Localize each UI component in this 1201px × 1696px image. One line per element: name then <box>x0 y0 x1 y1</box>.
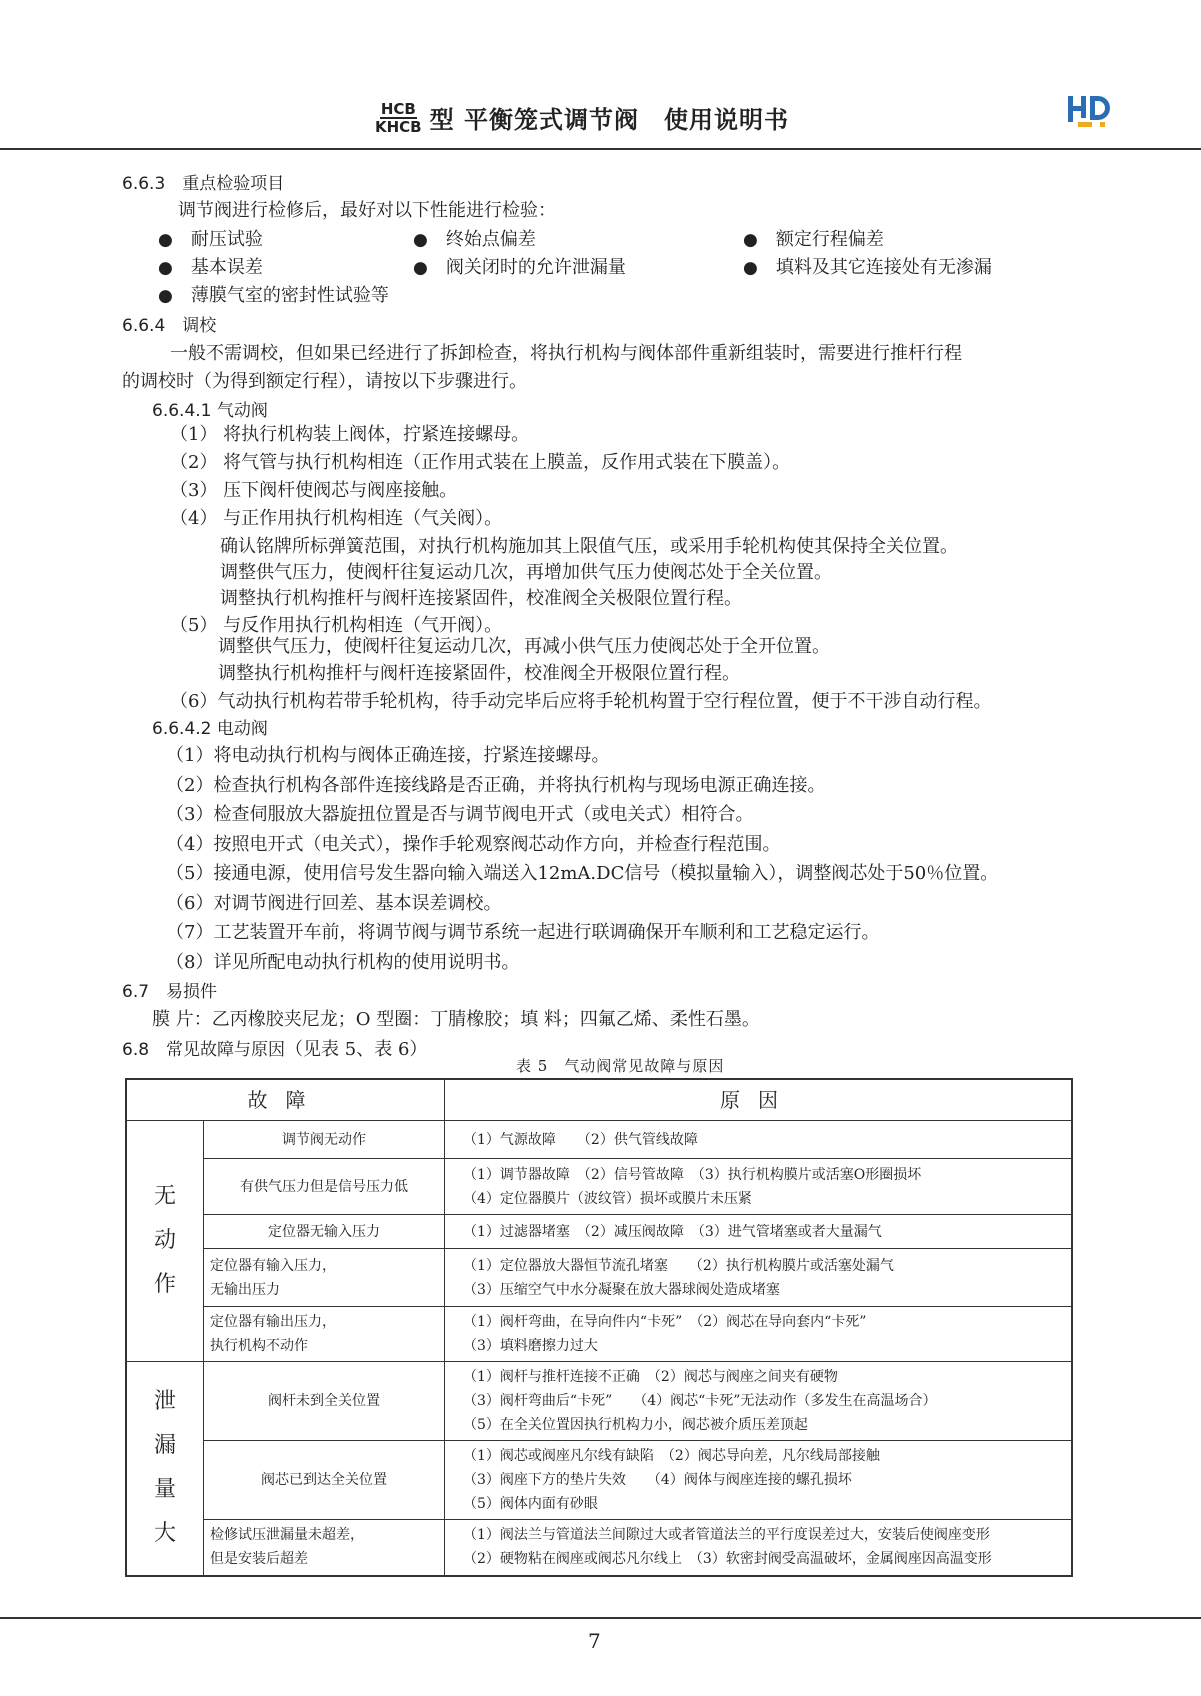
cause-text: （1）调节器故障 （2）信号管故障 （3）执行机构膜片或活塞O形圈损坏 <box>463 1166 922 1183</box>
table-row <box>126 1520 1072 1576</box>
model-code <box>375 101 422 135</box>
fault-cell <box>204 1121 445 1159</box>
step-line: （7）工艺装置开车前，将调节阀与调节系统一起进行联调确保开车顺利和工艺稳定运行。 <box>166 922 880 943</box>
step-line: （6）对调节阀进行回差、基本误差调校。 <box>166 893 502 914</box>
cause-text: （3）压缩空气中水分凝聚在放大器球阀处造成堵塞 <box>463 1281 780 1298</box>
table-caption: 表 5 气动阀常见故障与原因 <box>516 1057 725 1075</box>
section-6-8-heading <box>122 1038 427 1062</box>
step-line: （4）按照电开式（电关式），操作手轮观察阀芯动作方向，并检查行程范围。 <box>166 834 781 855</box>
step-line: 调整执行机构推杆与阀杆连接紧固件，校准阀全关极限位置行程。 <box>220 588 742 609</box>
section-6-8-note: （见表 5、表 6） <box>285 1039 428 1060</box>
cause-text: （1）定位器放大器恒节流孔堵塞 （2）执行机构膜片或活塞处漏气 <box>463 1257 894 1274</box>
cause-text: （3）阀座下方的垫片失效 （4）阀体与阀座连接的螺孔损坏 <box>463 1472 852 1488</box>
fault-text: 检修试压泄漏量未超差， <box>210 1527 364 1544</box>
cause-cell <box>445 1249 1073 1307</box>
table-row <box>126 1249 1072 1307</box>
table-header-row <box>126 1079 1072 1121</box>
cause-text: （2）硬物粘在阀座或阀芯凡尔线上 （3）软密封阀受高温破坏，金属阀座因高温变形 <box>463 1551 992 1568</box>
section-6-6-4-1-title: 6.6.4.1 气动阀 <box>152 401 268 421</box>
section-6-6-4-para: 的调校时（为得到额定行程），请按以下步骤进行。 <box>122 371 527 392</box>
step-line: （1）将电动执行机构与阀体正确连接，拧紧连接螺母。 <box>166 745 610 766</box>
page-number: 7 <box>588 1629 601 1653</box>
cause-cell <box>445 1441 1073 1520</box>
group-large-leakage: 泄 漏 量 大 <box>126 1362 204 1576</box>
section-6-6-3-intro: 调节阀进行检修后，最好对以下性能进行检验： <box>178 200 556 221</box>
section-6-6-4-2-title: 6.6.4.2 电动阀 <box>152 719 268 739</box>
cause-text: （5）在全关位置因执行机构力小，阀芯被介质压差顶起 <box>463 1417 808 1433</box>
step-line: （1） 将执行机构装上阀体，拧紧连接螺母。 <box>170 424 530 445</box>
cause-text: （5）阀体内面有砂眼 <box>463 1496 598 1512</box>
step-line: 调整供气压力，使阀杆往复运动几次，再增加供气压力使阀芯处于全关位置。 <box>220 562 832 583</box>
fault-cell <box>204 1441 445 1520</box>
fault-text: 但是安装后超差 <box>210 1551 308 1568</box>
fault-cell <box>204 1520 445 1576</box>
cause-cell <box>445 1520 1073 1576</box>
cause-cell <box>445 1121 1073 1159</box>
cause-cell <box>445 1159 1073 1215</box>
check-item: ● 薄膜气室的密封性试验等 <box>158 284 389 308</box>
fault-text: 无输出压力 <box>210 1281 280 1298</box>
section-6-6-3-title: 6.6.3 重点检验项目 <box>122 174 285 194</box>
fault-text: 阀杆未到全关位置 <box>268 1393 380 1409</box>
fault-text: 定位器无输入压力 <box>268 1223 380 1240</box>
footer-rule <box>0 1617 1201 1619</box>
cause-cell <box>445 1362 1073 1441</box>
fault-text: 阀芯已到达全关位置 <box>261 1472 387 1488</box>
table-row <box>126 1215 1072 1249</box>
check-item: ● 额定行程偏差 <box>743 228 884 252</box>
header-fault: 故障 <box>126 1079 445 1121</box>
fault-cell <box>204 1307 445 1362</box>
section-6-6-4-title: 6.6.4 调校 <box>122 316 217 336</box>
step-line: （2）检查执行机构各部件连接线路是否正确，并将执行机构与现场电源正确连接。 <box>166 775 826 796</box>
check-item: ● 基本误差 <box>158 256 263 280</box>
fault-text: 调节阀无动作 <box>282 1131 366 1148</box>
header-rule <box>0 148 1201 150</box>
table-row <box>126 1159 1072 1215</box>
section-6-8-title: 6.8 常见故障与原因 <box>122 1040 286 1060</box>
cause-text: （1）气源故障 （2）供气管线故障 <box>463 1131 698 1148</box>
fault-cell <box>204 1159 445 1215</box>
step-line: 调整供气压力，使阀杆往复运动几次，再减小供气压力使阀芯处于全开位置。 <box>218 636 830 657</box>
step-line: （5）接通电源，使用信号发生器向输入端送入12mA.DC信号（模拟量输入），调整阀芯处于50％位置。 <box>166 863 999 884</box>
fault-text: 定位器有输入压力， <box>210 1257 336 1274</box>
step-line: （6）气动执行机构若带手轮机构，待手动完毕后应将手轮机构置于空行程位置，便于不干涉自动行程。 <box>170 691 992 712</box>
hd-logo-icon <box>1064 90 1112 130</box>
table-row <box>126 1307 1072 1362</box>
section-6-6-4-para: 一般不需调校，但如果已经进行了拆卸检查，将执行机构与阀体部件重新组装时，需要进行推杆行程 <box>170 343 962 364</box>
cause-text: （4）定位器膜片（波纹管）损坏或膜片未压紧 <box>463 1190 752 1207</box>
table-row <box>126 1362 1072 1441</box>
step-line: （5） 与反作用执行机构相连（气开阀）。 <box>170 615 503 636</box>
cause-text: （1）过滤器堵塞 （2）减压阀故障 （3）进气管堵塞或者大量漏气 <box>463 1223 882 1240</box>
table-row <box>126 1441 1072 1520</box>
check-item: ● 耐压试验 <box>158 228 263 252</box>
step-line: 确认铭牌所标弹簧范围，对执行机构施加其上限值气压，或采用手轮机构使其保持全关位置。 <box>220 536 958 557</box>
check-item: ● 填料及其它连接处有无渗漏 <box>743 256 992 280</box>
fault-table <box>125 1078 1073 1577</box>
cause-cell <box>445 1307 1073 1362</box>
header-title-block <box>375 100 789 135</box>
fault-text: 有供气压力但是信号压力低 <box>240 1178 408 1195</box>
cause-cell <box>445 1215 1073 1249</box>
cause-text: （3）阀杆弯曲后“卡死” （4）阀芯“卡死”无法动作（多发生在高温场合） <box>463 1393 937 1409</box>
cause-text: （1）阀杆弯曲，在导向件内“卡死” （2）阀芯在导向套内“卡死” <box>463 1314 867 1330</box>
step-line: （8）详见所配电动执行机构的使用说明书。 <box>166 952 520 973</box>
fault-cell <box>204 1249 445 1307</box>
cause-text: （1）阀杆与推杆连接不正确 （2）阀芯与阀座之间夹有硬物 <box>463 1369 838 1385</box>
step-line: （3） 压下阀杆使阀芯与阀座接触。 <box>170 480 458 501</box>
header-cause: 原因 <box>445 1079 1073 1121</box>
group-no-action: 无 动 作 <box>126 1121 204 1362</box>
step-line: 调整执行机构推杆与阀杆连接紧固件，校准阀全开极限位置行程。 <box>218 663 740 684</box>
fault-text: 执行机构不动作 <box>210 1338 308 1354</box>
table-row <box>126 1121 1072 1159</box>
fault-cell <box>204 1362 445 1441</box>
cause-text: （3）填料磨擦力过大 <box>463 1338 598 1354</box>
section-6-7-text: 膜 片：乙丙橡胶夹尼龙；O 型圈：丁腈橡胶；填 料；四氟乙烯、柔性石墨。 <box>152 1009 760 1030</box>
step-line: （4） 与正作用执行机构相连（气关阀）。 <box>170 508 503 529</box>
check-item: ● 终始点偏差 <box>413 228 536 252</box>
cause-text: （1）阀法兰与管道法兰间隙过大或者管道法兰的平行度误差过大，安装后使阀座变形 <box>463 1527 990 1544</box>
check-item: ● 阀关闭时的允许泄漏量 <box>413 256 626 280</box>
fault-cell <box>204 1215 445 1249</box>
fault-text: 定位器有输出压力， <box>210 1314 336 1330</box>
step-line: （2） 将气管与执行机构相连（正作用式装在上膜盖，反作用式装在下膜盖）。 <box>170 452 791 473</box>
page-header <box>0 0 1201 150</box>
section-6-7-title: 6.7 易损件 <box>122 982 218 1002</box>
cause-text: （1）阀芯或阀座凡尔线有缺陷 （2）阀芯导向差，凡尔线局部接触 <box>463 1448 880 1464</box>
table-body <box>126 1121 1072 1576</box>
model-code-bottom: KHCB <box>375 117 422 136</box>
model-code-top: HCB <box>380 99 416 118</box>
header-title: 型 平衡笼式调节阀 使用说明书 <box>429 105 789 134</box>
step-line: （3）检查伺服放大器旋扭位置是否与调节阀电开式（或电关式）相符合。 <box>166 804 754 825</box>
